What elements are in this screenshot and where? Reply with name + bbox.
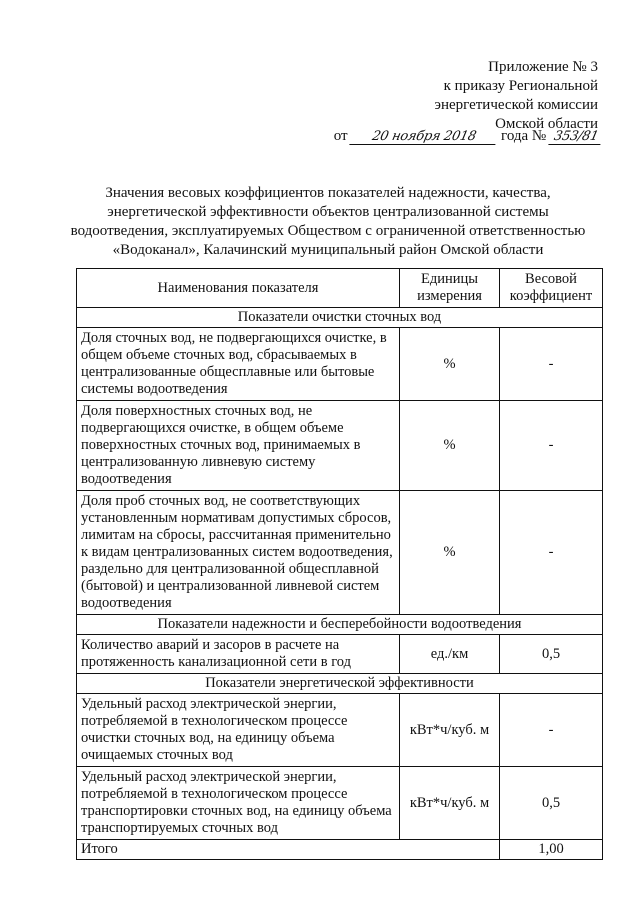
indicator-unit: кВт*ч/куб. м [400, 767, 500, 840]
document-title [62, 184, 594, 260]
indicator-name: Доля проб сточных вод, не соответствующих установленным нормативам допустимых сбросов, лимитам на сбросы, рассчитанная применительно к видам централизованных систем водоотведения, раздельно для централизованной общесплавной (бытовой) и централизованной ливневой систем водоотведения [77, 491, 400, 615]
appendix-number: Приложение № 3 [488, 59, 598, 75]
appendix-commission: энергетической комиссии [434, 97, 598, 113]
section-row [77, 615, 603, 635]
indicator-unit: % [400, 328, 500, 401]
order-number-label: года № [501, 128, 547, 144]
section-row [77, 308, 603, 328]
title-line-3: водоотведения, эксплуатируемых Обществом с ограниченной ответственностью [70, 223, 586, 239]
indicator-weight: - [500, 694, 603, 767]
indicator-unit: кВт*ч/куб. м [400, 694, 500, 767]
order-prefix: от [333, 128, 348, 144]
indicator-name: Количество аварий и засоров в расчете на протяженность канализационной сети в год [77, 635, 400, 674]
appendix-region: Омской области [495, 116, 598, 132]
header-name: Наименования показателя [77, 269, 400, 308]
total-label: Итого [77, 840, 500, 860]
section-title: Показатели очистки сточных вод [77, 308, 603, 328]
indicator-unit: ед./км [400, 635, 500, 674]
title-line-1: Значения весовых коэффициентов показателей надежности, качества, [105, 185, 551, 201]
indicator-name: Доля поверхностных сточных вод, не подвергающихся очистке, в общем объеме поверхностных сточных вод, принимаемых в централизованную ливневую систему водоотведения [77, 401, 400, 491]
total-value: 1,00 [500, 840, 603, 860]
table-row [77, 401, 603, 491]
indicator-unit: % [400, 491, 500, 615]
table-row [77, 694, 603, 767]
indicator-weight: - [500, 491, 603, 615]
weights-table [76, 268, 603, 860]
indicator-name: Удельный расход электрической энергии, потребляемой в технологическом процессе очистки сточных вод, на единицу объема очищаемых сточных вод [77, 694, 400, 767]
indicator-name: Доля сточных вод, не подвергающихся очистке, в общем объеме сточных вод, сбрасываемых в централизованные общесплавные или бытовые системы водоотведения [77, 328, 400, 401]
table-row [77, 635, 603, 674]
header-weight: Весовой коэффициент [500, 269, 603, 308]
order-number-handwritten: 353/81 [548, 129, 603, 145]
order-date-handwritten: 20 ноября 2018 [350, 129, 499, 145]
indicator-name: Удельный расход электрической энергии, потребляемой в технологическом процессе транспортировки сточных вод, на единицу объема транспортируемых сточных вод [77, 767, 400, 840]
indicator-weight: - [500, 328, 603, 401]
section-title: Показатели надежности и бесперебойности водоотведения [77, 615, 603, 635]
table-row [77, 767, 603, 840]
appendix-header [435, 58, 598, 134]
section-row [77, 674, 603, 694]
section-title: Показатели энергетической эффективности [77, 674, 603, 694]
indicator-unit: % [400, 401, 500, 491]
header-unit: Единицы измерения [400, 269, 500, 308]
indicator-weight: 0,5 [500, 635, 603, 674]
title-line-4: «Водоканал», Калачинский муниципальный район Омской области [112, 242, 544, 258]
order-date-line [334, 128, 602, 145]
table-header-row [77, 269, 603, 308]
indicator-weight: 0,5 [500, 767, 603, 840]
indicator-weight: - [500, 401, 603, 491]
appendix-order-ref: к приказу Региональной [443, 78, 598, 94]
table-row [77, 328, 603, 401]
title-line-2: энергетической эффективности объектов централизованной системы [107, 204, 549, 220]
total-row [77, 840, 603, 860]
table-row [77, 491, 603, 615]
